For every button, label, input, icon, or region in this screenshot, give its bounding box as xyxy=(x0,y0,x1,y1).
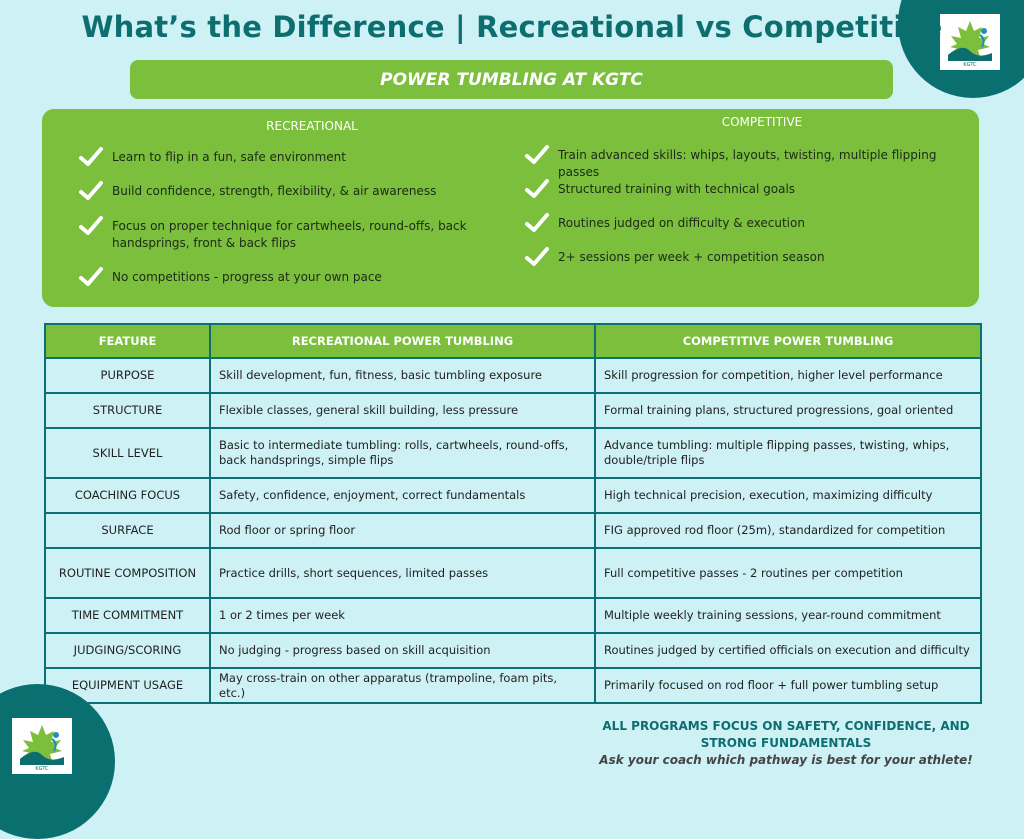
recreational-cell: Practice drills, short sequences, limited passes xyxy=(210,548,595,598)
feature-cell: ROUTINE COMPOSITION xyxy=(45,548,210,598)
competitive-cell: Skill progression for competition, higher level performance xyxy=(595,358,981,393)
feature-cell: SURFACE xyxy=(45,513,210,548)
checkmark-icon xyxy=(524,144,550,166)
table-row xyxy=(45,598,981,633)
recreational-bullet xyxy=(78,183,498,202)
recreational-cell: Safety, confidence, enjoyment, correct fundamentals xyxy=(210,478,595,513)
table-row xyxy=(45,393,981,428)
bullet-text: Build confidence, strength, flexibility, & air awareness xyxy=(112,184,437,198)
summary-panel xyxy=(42,109,979,307)
checkmark-icon xyxy=(78,146,104,168)
recreational-cell: Skill development, fun, fitness, basic tumbling exposure xyxy=(210,358,595,393)
bullet-text: No competitions - progress at your own pace xyxy=(112,270,382,284)
recreational-cell: No judging - progress based on skill acquisition xyxy=(210,633,595,668)
bullet-text: Train advanced skills: whips, layouts, twisting, multiple flipping passes xyxy=(558,148,937,179)
table-row xyxy=(45,668,981,703)
feature-cell: SKILL LEVEL xyxy=(45,428,210,478)
competitive-cell: Advance tumbling: multiple flipping passes, twisting, whips, double/triple flips xyxy=(595,428,981,478)
bullet-text: Structured training with technical goals xyxy=(558,182,796,196)
bullet-text: Routines judged on difficulty & execution xyxy=(558,216,805,230)
checkmark-icon xyxy=(524,246,550,268)
recreational-cell: 1 or 2 times per week xyxy=(210,598,595,633)
feature-cell: TIME COMMITMENT xyxy=(45,598,210,633)
comparison-table xyxy=(44,323,982,704)
svg-text:KGTC: KGTC xyxy=(963,62,977,67)
header-recreational: RECREATIONAL POWER TUMBLING xyxy=(210,324,595,358)
bullet-text: 2+ sessions per week + competition season xyxy=(558,250,825,264)
feature-cell: EQUIPMENT USAGE xyxy=(45,668,210,703)
competitive-heading: COMPETITIVE xyxy=(721,115,803,129)
competitive-cell: High technical precision, execution, maximizing difficulty xyxy=(595,478,981,513)
recreational-bullet xyxy=(78,149,498,168)
competitive-bullet xyxy=(524,215,974,234)
footer-note xyxy=(596,718,976,767)
checkmark-icon xyxy=(524,212,550,234)
feature-cell: STRUCTURE xyxy=(45,393,210,428)
program-banner xyxy=(130,60,893,99)
recreational-cell: May cross-train on other apparatus (trampoline, foam pits, etc.) xyxy=(210,668,595,703)
recreational-cell: Flexible classes, general skill building, less pressure xyxy=(210,393,595,428)
checkmark-icon xyxy=(78,215,104,237)
feature-cell: PURPOSE xyxy=(45,358,210,393)
competitive-bullet xyxy=(524,181,974,200)
svg-text:KGTC: KGTC xyxy=(35,766,49,771)
recreational-bullet xyxy=(78,218,468,252)
recreational-heading: RECREATIONAL xyxy=(266,119,358,133)
kgtc-logo-bottom xyxy=(12,718,72,774)
competitive-cell: Full competitive passes - 2 routines per competition xyxy=(595,548,981,598)
page-title: What’s the Difference | Recreational vs Competitive xyxy=(81,10,943,44)
table-row xyxy=(45,513,981,548)
competitive-cell: Routines judged by certified officials on execution and difficulty xyxy=(595,633,981,668)
competitive-cell: Multiple weekly training sessions, year-round commitment xyxy=(595,598,981,633)
footer-headline: ALL PROGRAMS FOCUS ON SAFETY, CONFIDENCE, AND STRONG FUNDAMENTALS xyxy=(602,719,970,750)
feature-cell: JUDGING/SCORING xyxy=(45,633,210,668)
competitive-bullet xyxy=(524,147,974,181)
checkmark-icon xyxy=(78,266,104,288)
competitive-cell: FIG approved rod floor (25m), standardized for competition xyxy=(595,513,981,548)
recreational-cell: Rod floor or spring floor xyxy=(210,513,595,548)
banner-text: POWER TUMBLING AT KGTC xyxy=(380,69,643,90)
table-row xyxy=(45,633,981,668)
table-row xyxy=(45,478,981,513)
footer-tagline: Ask your coach which pathway is best for your athlete! xyxy=(599,753,973,767)
bullet-text: Learn to flip in a fun, safe environment xyxy=(112,150,346,164)
recreational-bullet xyxy=(78,269,498,288)
table-row xyxy=(45,548,981,598)
recreational-cell: Basic to intermediate tumbling: rolls, cartwheels, round-offs, back handsprings, simple flips xyxy=(210,428,595,478)
header-feature: FEATURE xyxy=(45,324,210,358)
bullet-text: Focus on proper technique for cartwheels, round-offs, back handsprings, front & back flips xyxy=(112,219,467,250)
competitive-cell: Primarily focused on rod floor + full power tumbling setup xyxy=(595,668,981,703)
maple-leaf-logo-icon xyxy=(16,721,68,771)
header-competitive: COMPETITIVE POWER TUMBLING xyxy=(595,324,981,358)
feature-cell: COACHING FOCUS xyxy=(45,478,210,513)
table-header-row xyxy=(45,324,981,358)
table-row xyxy=(45,428,981,478)
checkmark-icon xyxy=(78,180,104,202)
competitive-cell: Formal training plans, structured progressions, goal oriented xyxy=(595,393,981,428)
competitive-bullet xyxy=(524,249,974,268)
checkmark-icon xyxy=(524,178,550,200)
table-row xyxy=(45,358,981,393)
